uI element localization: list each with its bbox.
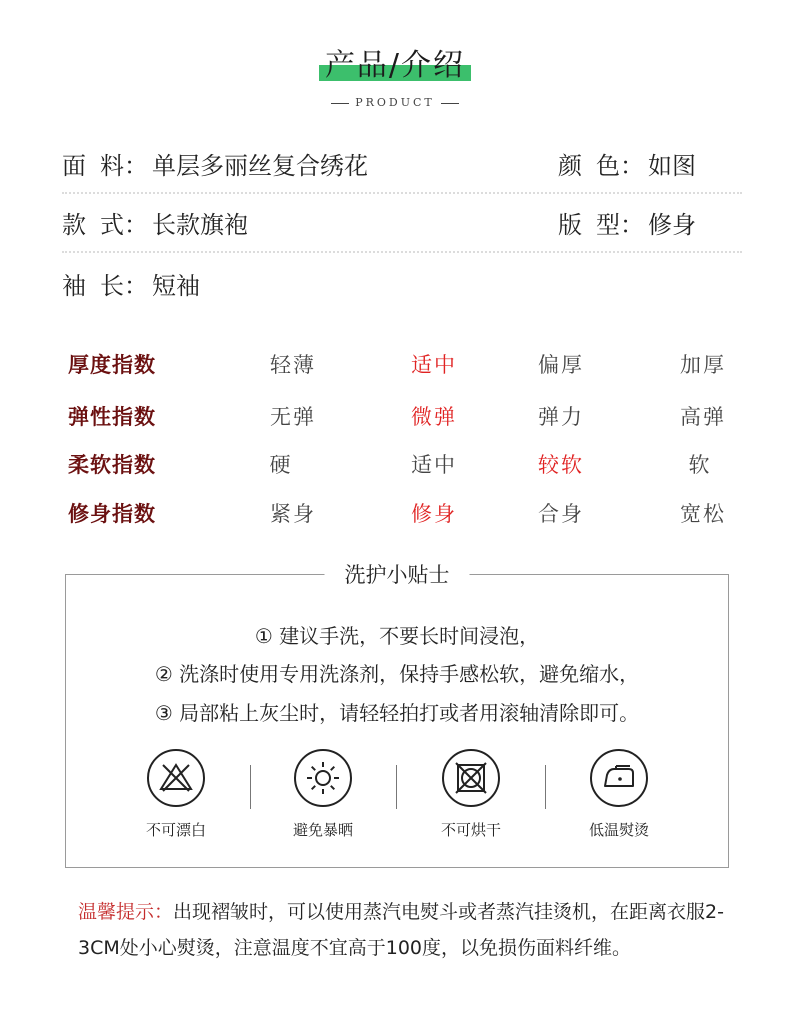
care-line: ② 洗涤时使用专用洗涤剂，保持手感松软，避免缩水， bbox=[154, 662, 640, 686]
care-divider bbox=[250, 765, 251, 809]
subtitle-dash-right bbox=[441, 103, 459, 104]
no-tumble-dry-icon bbox=[442, 749, 500, 807]
index-label: 柔软指数 bbox=[68, 453, 156, 477]
no-bleach-icon bbox=[147, 749, 205, 807]
spec-label: 袖 bbox=[62, 272, 86, 300]
index-option: 适中 bbox=[411, 453, 457, 477]
spec-row-fabric bbox=[62, 138, 742, 194]
spec-label: 长： bbox=[100, 272, 148, 300]
care-icon-label: 低温熨烫 bbox=[588, 821, 649, 839]
index-option: 高弹 bbox=[680, 405, 726, 429]
spec-label: 版 bbox=[558, 211, 582, 239]
index-option: 软 bbox=[688, 453, 712, 477]
page-title-text: 产品/介绍 bbox=[324, 48, 466, 83]
index-option: 弹力 bbox=[538, 405, 584, 429]
page-title-wrap bbox=[0, 48, 790, 84]
care-item-no-tumble-dry bbox=[411, 749, 531, 840]
index-option: 宽松 bbox=[680, 502, 726, 526]
care-icon-label: 避免暴晒 bbox=[292, 821, 353, 839]
no-sun-icon bbox=[294, 749, 352, 807]
spec-fit bbox=[558, 197, 696, 253]
index-option: 紧身 bbox=[270, 502, 316, 526]
care-line: ③ 局部粘上灰尘时，请轻轻拍打或者用滚轴清除即可。 bbox=[154, 701, 640, 725]
index-row-softness bbox=[0, 445, 790, 485]
spec-fabric bbox=[62, 138, 368, 194]
index-label: 弹性指数 bbox=[68, 405, 156, 429]
care-item-no-bleach bbox=[116, 749, 236, 840]
index-label: 厚度指数 bbox=[68, 353, 156, 377]
page-subtitle bbox=[0, 96, 790, 109]
care-line: ① 建议手洗，不要长时间浸泡， bbox=[254, 624, 540, 648]
index-option: 偏厚 bbox=[538, 353, 584, 377]
care-tips-title: 洗护小贴士 bbox=[325, 559, 470, 591]
care-item-low-iron bbox=[559, 749, 679, 840]
spec-value: 长款旗袍 bbox=[152, 211, 248, 239]
spec-row-style bbox=[62, 197, 742, 253]
warm-tip-text: 出现褶皱时，可以使用蒸汽电熨斗或者蒸汽挂烫机，在距离衣服2-3CM处小心熨烫，注意温度不宜高于100度，以免损伤面料纤维。 bbox=[78, 901, 724, 959]
spec-style bbox=[62, 197, 248, 253]
spec-value: 短袖 bbox=[152, 272, 200, 300]
index-row-thickness bbox=[0, 345, 790, 385]
index-label: 修身指数 bbox=[68, 502, 156, 526]
spec-sleeve bbox=[62, 258, 200, 314]
index-option: 轻薄 bbox=[270, 353, 316, 377]
spec-value: 单层多丽丝复合绣花 bbox=[152, 152, 368, 180]
index-option: 较软 bbox=[538, 453, 584, 477]
spec-row-sleeve bbox=[62, 258, 742, 314]
care-tips-box bbox=[65, 563, 729, 868]
page-title bbox=[321, 48, 469, 84]
care-icon-label: 不可烘干 bbox=[440, 821, 501, 839]
index-row-fit bbox=[0, 494, 790, 534]
index-option: 微弹 bbox=[411, 405, 457, 429]
care-divider bbox=[396, 765, 397, 809]
spec-value: 修身 bbox=[648, 211, 696, 239]
warm-tip bbox=[78, 894, 738, 966]
index-option: 加厚 bbox=[680, 353, 726, 377]
care-icon-label: 不可漂白 bbox=[145, 821, 206, 839]
index-option: 无弹 bbox=[270, 405, 316, 429]
spec-label: 款 bbox=[62, 211, 86, 239]
spec-value: 如图 bbox=[648, 152, 696, 180]
spec-label: 颜 bbox=[558, 152, 582, 180]
spec-label: 料： bbox=[100, 152, 148, 180]
index-option: 硬 bbox=[269, 453, 293, 477]
spec-color bbox=[558, 138, 696, 194]
care-item-no-sun bbox=[263, 749, 383, 840]
low-iron-icon bbox=[590, 749, 648, 807]
subtitle-dash-left bbox=[331, 103, 349, 104]
spec-label: 色： bbox=[596, 152, 644, 180]
care-divider bbox=[545, 765, 546, 809]
page-subtitle-text: PRODUCT bbox=[355, 96, 435, 109]
warm-tip-label: 温馨提示： bbox=[78, 901, 174, 923]
index-option: 合身 bbox=[538, 502, 584, 526]
spec-label: 型： bbox=[596, 211, 644, 239]
spec-label: 面 bbox=[62, 152, 86, 180]
spec-label: 式： bbox=[100, 211, 148, 239]
index-option: 适中 bbox=[411, 353, 457, 377]
index-row-elasticity bbox=[0, 397, 790, 437]
index-option: 修身 bbox=[411, 502, 457, 526]
